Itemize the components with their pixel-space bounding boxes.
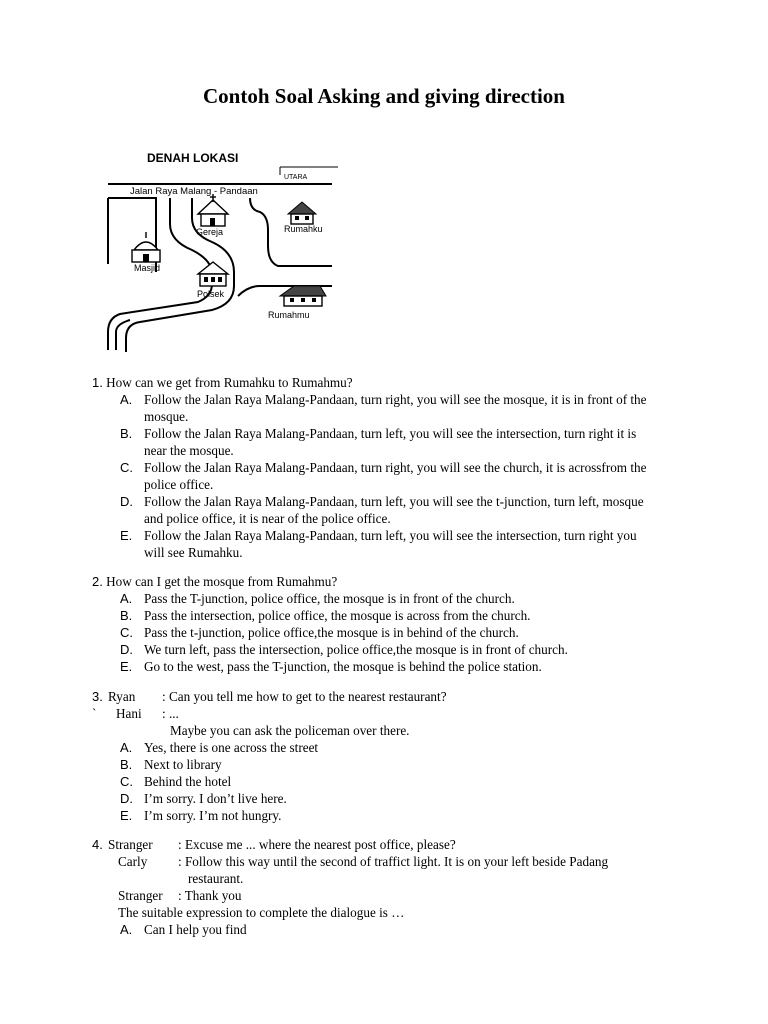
option-letter: B. <box>120 426 133 441</box>
option-letter: C. <box>120 774 133 789</box>
option-letter: C. <box>120 460 133 475</box>
option-text: Pass the T-junction, police office, the mosque is in front of the church. <box>144 591 515 606</box>
option-letter: C. <box>120 625 133 640</box>
option-letter: E. <box>120 528 133 543</box>
option-text: Next to library <box>144 757 222 772</box>
question-4-options <box>120 921 712 938</box>
question-number: 4. <box>92 837 103 852</box>
stray-mark: ` <box>92 706 97 721</box>
dialogue-line <box>92 853 712 870</box>
map-heading: DENAH LOKASI <box>147 151 239 165</box>
answer-option[interactable] <box>120 756 712 773</box>
option-letter: A. <box>120 591 133 606</box>
dialogue-continuation: restaurant. <box>188 871 244 886</box>
option-text: Follow the Jalan Raya Malang-Pandaan, turn right, you will see the mosque, it is in front of the mosque. <box>144 392 647 424</box>
answer-option[interactable] <box>120 590 712 607</box>
question-instruction: The suitable expression to complete the dialogue is … <box>118 905 405 920</box>
map-building-polsek: Polsek <box>197 289 225 299</box>
option-text: Pass the t-junction, police office,the mosque is in behind of the church. <box>144 625 519 640</box>
option-text: Go to the west, pass the T-junction, the mosque is behind the police station. <box>144 659 542 674</box>
page-title: Contoh Soal Asking and giving direction <box>203 84 565 108</box>
question-2 <box>92 573 712 675</box>
option-text: Can I help you find <box>144 922 247 937</box>
option-letter: D. <box>120 494 133 509</box>
location-map <box>100 146 350 358</box>
road-curve-outer <box>108 198 212 350</box>
dialogue-line <box>92 887 712 904</box>
question-number: 2. <box>92 574 103 589</box>
speaker-name: Stranger <box>108 837 153 852</box>
indent-spacer <box>92 853 118 870</box>
map-building-rumahmu: Rumahmu <box>268 310 310 320</box>
answer-option[interactable] <box>120 459 652 493</box>
map-building-rumahku: Rumahku <box>284 224 323 234</box>
option-letter: B. <box>120 757 133 772</box>
option-text: Follow the Jalan Raya Malang-Pandaan, turn left, you will see the t-junction, turn left, mosque and police office, it is near of the police office. <box>144 494 644 526</box>
dialogue-text: : Can you tell me how to get to the nearest restaurant? <box>162 689 447 704</box>
answer-option[interactable] <box>120 624 712 641</box>
option-letter: D. <box>120 642 133 657</box>
option-letter: A. <box>120 740 133 755</box>
answer-option[interactable] <box>120 921 712 938</box>
map-building-gereja: Gereja <box>196 227 224 237</box>
speaker-name: Ryan <box>108 689 136 704</box>
dialogue-text: : ... <box>162 706 179 721</box>
road-lane-left <box>116 320 130 350</box>
question-1 <box>92 374 712 561</box>
answer-option[interactable] <box>120 425 652 459</box>
dialogue-text: : Excuse me ... where the nearest post office, please? <box>178 837 456 852</box>
option-letter: E. <box>120 808 133 823</box>
answer-option[interactable] <box>120 807 712 824</box>
option-letter: E. <box>120 659 133 674</box>
answer-option[interactable] <box>120 773 712 790</box>
police-station-icon <box>198 262 228 286</box>
house-icon-rumahmu <box>280 286 326 306</box>
church-icon <box>198 194 228 226</box>
option-text: Follow the Jalan Raya Malang-Pandaan, turn left, you will see the intersection, turn right you will see Rumahku. <box>144 528 637 560</box>
question-number: 3. <box>92 689 103 704</box>
dialogue-text: : Thank you <box>178 888 242 903</box>
option-text: Follow the Jalan Raya Malang-Pandaan, turn right, you will see the church, it is acrossfrom the police office. <box>144 460 647 492</box>
option-letter: D. <box>120 791 133 806</box>
option-text: Yes, there is one across the street <box>144 740 319 755</box>
dialogue-line <box>92 705 712 722</box>
option-text: We turn left, pass the intersection, police office,the mosque is in front of church. <box>144 642 568 657</box>
option-letter: B. <box>120 608 133 623</box>
option-text: I’m sorry. I’m not hungry. <box>144 808 282 823</box>
question-4 <box>92 836 712 938</box>
map-building-masjid: Masjid <box>134 263 161 273</box>
answer-option[interactable] <box>120 607 712 624</box>
question-text: How can we get from Rumahku to Rumahmu? <box>106 375 353 390</box>
question-2-stem <box>92 573 712 590</box>
answer-option[interactable] <box>120 527 652 561</box>
speaker-name: Stranger <box>118 888 163 903</box>
question-3-options <box>120 739 712 824</box>
answer-option[interactable] <box>120 391 652 425</box>
dialogue-continuation: Maybe you can ask the policeman over there. <box>170 723 410 738</box>
indent-spacer <box>92 887 118 904</box>
map-compass: UTARA <box>284 174 308 181</box>
question-text: How can I get the mosque from Rumahmu? <box>106 574 338 589</box>
speaker-name: Carly <box>118 854 148 869</box>
answer-option[interactable] <box>120 739 712 756</box>
question-2-options <box>120 590 712 675</box>
dialogue-text: : Follow this way until the second of traffict light. It is on your left beside Padang <box>178 854 609 869</box>
question-number: 1. <box>92 375 103 390</box>
option-text: Behind the hotel <box>144 774 232 789</box>
speaker-name: Hani <box>116 706 142 721</box>
option-text: Follow the Jalan Raya Malang-Pandaan, turn left, you will see the intersection, turn right it is near the mosque. <box>144 426 637 458</box>
answer-option[interactable] <box>120 641 712 658</box>
dialogue-line <box>92 836 712 853</box>
option-text: Pass the intersection, police office, the mosque is across from the church. <box>144 608 531 623</box>
answer-option[interactable] <box>120 493 652 527</box>
answer-option[interactable] <box>120 790 712 807</box>
house-icon-rumahku <box>288 202 316 224</box>
option-text: I’m sorry. I don’t live here. <box>144 791 287 806</box>
dialogue-line <box>92 688 712 705</box>
map-road-label: Jalan Raya Malang - Pandaan <box>130 186 258 197</box>
question-1-options <box>120 391 652 561</box>
answer-option[interactable] <box>120 658 712 675</box>
question-1-stem <box>92 374 712 391</box>
option-letter: A. <box>120 392 133 407</box>
question-3 <box>92 688 712 824</box>
option-letter: A. <box>120 922 133 937</box>
